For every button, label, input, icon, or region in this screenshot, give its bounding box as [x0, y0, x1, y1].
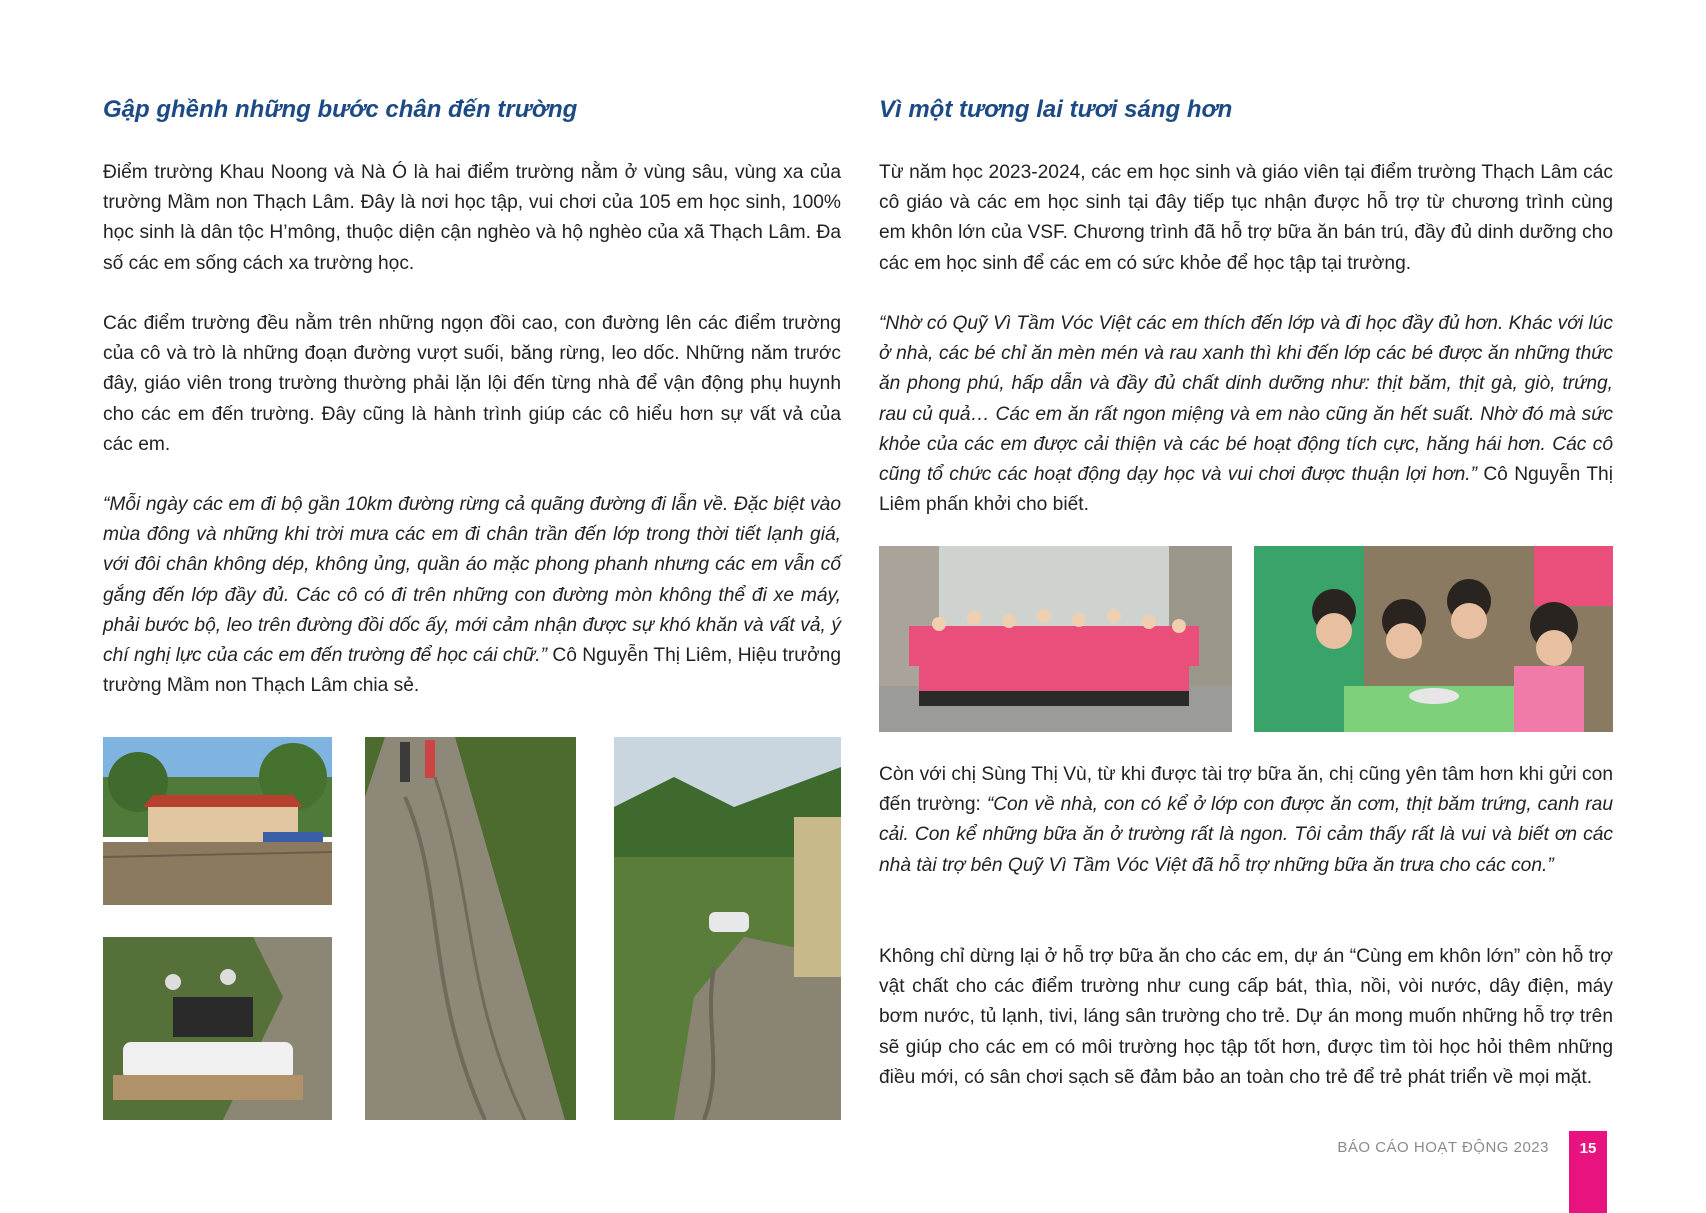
- left-quote-attribution: Cô Nguyễn Thị Liêm, Hiệu trưởng trường Mầm non Thạch Lâm chia sẻ.: [103, 645, 841, 697]
- right-heading: Vì một tương lai tươi sáng hơn: [879, 96, 1233, 123]
- footer-report-label: BÁO CÁO HOẠT ĐỘNG 2023: [1337, 1139, 1549, 1156]
- right-paragraph-3-quote: “Con về nhà, con có kể ở lớp con được ăn cơm, thịt băm trứng, canh rau cải. Con kể những bữa ăn ở trường rất là ngon. Tôi cảm thấy rất là vui và biết ơn các nhà tài trợ bên Quỹ Vì Tầm Vóc Việt đã hỗ trợ những bữa ăn trưa cho các con.”: [879, 794, 1613, 876]
- right-quote: “Nhờ có Quỹ Vì Tầm Vóc Việt các em thích đến lớp và đi học đầy đủ hơn. Khác với lúc ở nhà, các bé chỉ ăn mèn mén và rau xanh thì khi đến lớp các bé được ăn những thức ăn phong phú, hấp dẫn và đầy đủ chất dinh dưỡng như: thịt băm, thịt gà, giò, trứng, rau củ quả… Các em ăn rất ngon miệng và em nào cũng ăn hết suất. Nhờ đó mà sức khỏe của các em được cải thiện và các bé hoạt động tích cực, hăng hái hơn. Các cô cũng tổ chức các hoạt động dạy học và vui chơi được thuận lợi hơn.”: [879, 313, 1613, 486]
- photo-group-volunteers: [879, 546, 1232, 732]
- photo-mountain-trail: [614, 737, 841, 1120]
- left-paragraph-2: Các điểm trường đều nằm trên những ngọn đồi cao, con đường lên các điểm trường của cô và trò là những đoạn đường vượt suối, băng rừng, leo dốc. Những năm trước đây, giáo viên trong trường thường phải lặn lội đến từng nhà để vận động phụ huynh cho các em đến trường. Đây cũng là hành trình giúp các cô hiểu hơn sự vất vả của các em.: [103, 313, 841, 455]
- right-paragraph-1: Từ năm học 2023-2024, các em học sinh và giáo viên tại điểm trường Thạch Lâm các cô giáo và các em học sinh tại đây tiếp tục nhận được hỗ trợ từ chương trình cùng em khôn lớn của VSF. Chương trình đã hỗ trợ bữa ăn bán trú, đầy đủ dinh dưỡng cho các em học sinh để các em có sức khỏe để học tập tại trường.: [879, 162, 1613, 274]
- right-paragraph-2: [879, 309, 1613, 520]
- page-number-badge: 15: [1569, 1131, 1607, 1213]
- photo-children-eating: [1254, 546, 1613, 732]
- photo-motorbike-supplies: [103, 937, 332, 1120]
- right-paragraph-4: Không chỉ dừng lại ở hỗ trợ bữa ăn cho các em, dự án “Cùng em khôn lớn” còn hỗ trợ vật chất cho các điểm trường như cung cấp bát, thìa, nồi, vòi nước, dây điện, máy bơm nước, tủ lạnh, tivi, láng sân trường cho trẻ. Dự án mong muốn những hỗ trợ trên sẽ giúp cho các em có môi trường học tập tốt hơn, được tìm tòi học hỏi thêm những điều mới, có sân chơi sạch sẽ đảm bảo an toàn cho trẻ để trẻ phát triển về mọi mặt.: [879, 946, 1613, 1088]
- left-paragraph-3: [103, 490, 841, 701]
- right-quote-attribution: Cô Nguyễn Thị Liêm phấn khởi cho biết.: [879, 464, 1613, 516]
- right-paragraph-3: [879, 760, 1613, 881]
- photo-muddy-path: [365, 737, 576, 1120]
- left-heading: Gập ghềnh những bước chân đến trường: [103, 96, 578, 123]
- left-quote: “Mỗi ngày các em đi bộ gần 10km đường rừng cả quãng đường đi lẫn về. Đặc biệt vào mùa đông và những khi trời mưa các em đi chân trần đến lớp trong thời tiết lạnh giá, với đôi chân không dép, không ủng, quần áo mặc phong phanh nhưng các em vẫn cố gắng đến lớp đầy đủ. Các cô có đi trên những con đường mòn không thể đi xe máy, phải bước bộ, leo trên đường đồi dốc ấy, mới cảm nhận được sự khó khăn và vất vả, ý chí nghị lực của các em đến trường để học cái chữ.”: [103, 494, 841, 667]
- left-paragraph-1: Điểm trường Khau Noong và Nà Ó là hai điểm trường nằm ở vùng sâu, vùng xa của trường Mầm non Thạch Lâm. Đây là nơi học tập, vui chơi của 105 em học sinh, 100% học sinh là dân tộc H’mông, thuộc diện cận nghèo và hộ nghèo của xã Thạch Lâm. Đa số các em sống cách xa trường học.: [103, 162, 841, 274]
- photo-school-building: [103, 737, 332, 905]
- right-paragraph-3-lead: Còn với chị Sùng Thị Vù, từ khi được tài trợ bữa ăn, chị cũng yên tâm hơn khi gửi con đến trường:: [879, 764, 1613, 816]
